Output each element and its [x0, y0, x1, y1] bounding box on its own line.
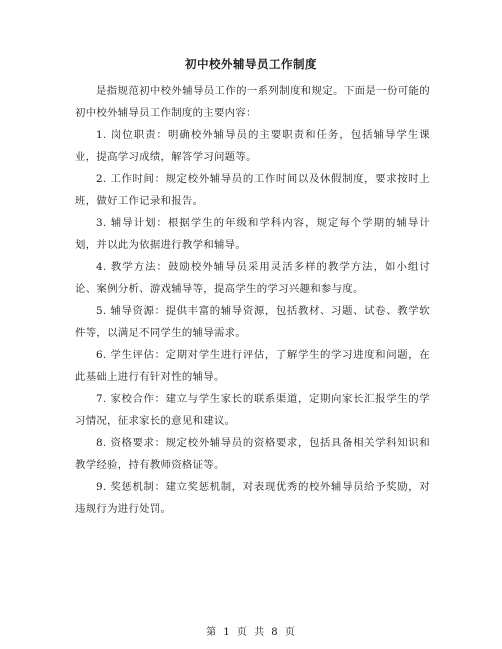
- footer-label-post: 页: [284, 627, 296, 638]
- item-work-time: 2. 工作时间：规定校外辅导员的工作时间以及休假制度，要求按时上班，做好工作记录和报告。: [75, 173, 430, 207]
- footer-label-total: 共: [254, 627, 266, 638]
- footer-current-page: 1: [223, 627, 231, 638]
- item-home-school: 7. 家校合作：建立与学生家长的联系渠道，定期向家长汇报学生的学习情况，征求家长的意见和建议。: [75, 393, 430, 427]
- item-teaching-methods: 4. 教学方法：鼓励校外辅导员采用灵活多样的教学方法，如小组讨论、案例分析、游戏辅导等，提高学生的学习兴趣和参与度。: [75, 261, 430, 295]
- footer-label-mid: 页: [236, 627, 248, 638]
- document-body: [75, 80, 430, 520]
- item-responsibilities: 1. 岗位职责：明确校外辅导员的主要职责和任务，包括辅导学生课业，提高学习成绩，解答学习问题等。: [75, 129, 430, 163]
- intro-paragraph: 是指规范初中校外辅导员工作的一系列制度和规定。下面是一份可能的初中校外辅导员工作制度的主要内容：: [75, 85, 430, 119]
- footer-label-pre: 第: [206, 627, 218, 638]
- item-tutoring-plan: 3. 辅导计划：根据学生的年级和学科内容，规定每个学期的辅导计划，并以此为依据进行教学和辅导。: [75, 217, 430, 251]
- document-title: 初中校外辅导员工作制度: [185, 57, 317, 71]
- page-number-footer: [0, 623, 502, 638]
- item-student-assessment: 6. 学生评估：定期对学生进行评估，了解学生的学习进度和问题，在此基础上进行有针对性的辅导。: [75, 349, 430, 383]
- item-resources: 5. 辅导资源：提供丰富的辅导资源，包括教材、习题、试卷、教学软件等，以满足不同学生的辅导需求。: [75, 305, 430, 339]
- footer-total-pages: 8: [271, 627, 279, 638]
- item-rewards: 9. 奖惩机制：建立奖惩机制，对表现优秀的校外辅导员给予奖励，对违规行为进行处罚。: [75, 481, 430, 515]
- item-qualifications: 8. 资格要求：规定校外辅导员的资格要求，包括具备相关学科知识和教学经验，持有教师资格证等。: [75, 437, 430, 471]
